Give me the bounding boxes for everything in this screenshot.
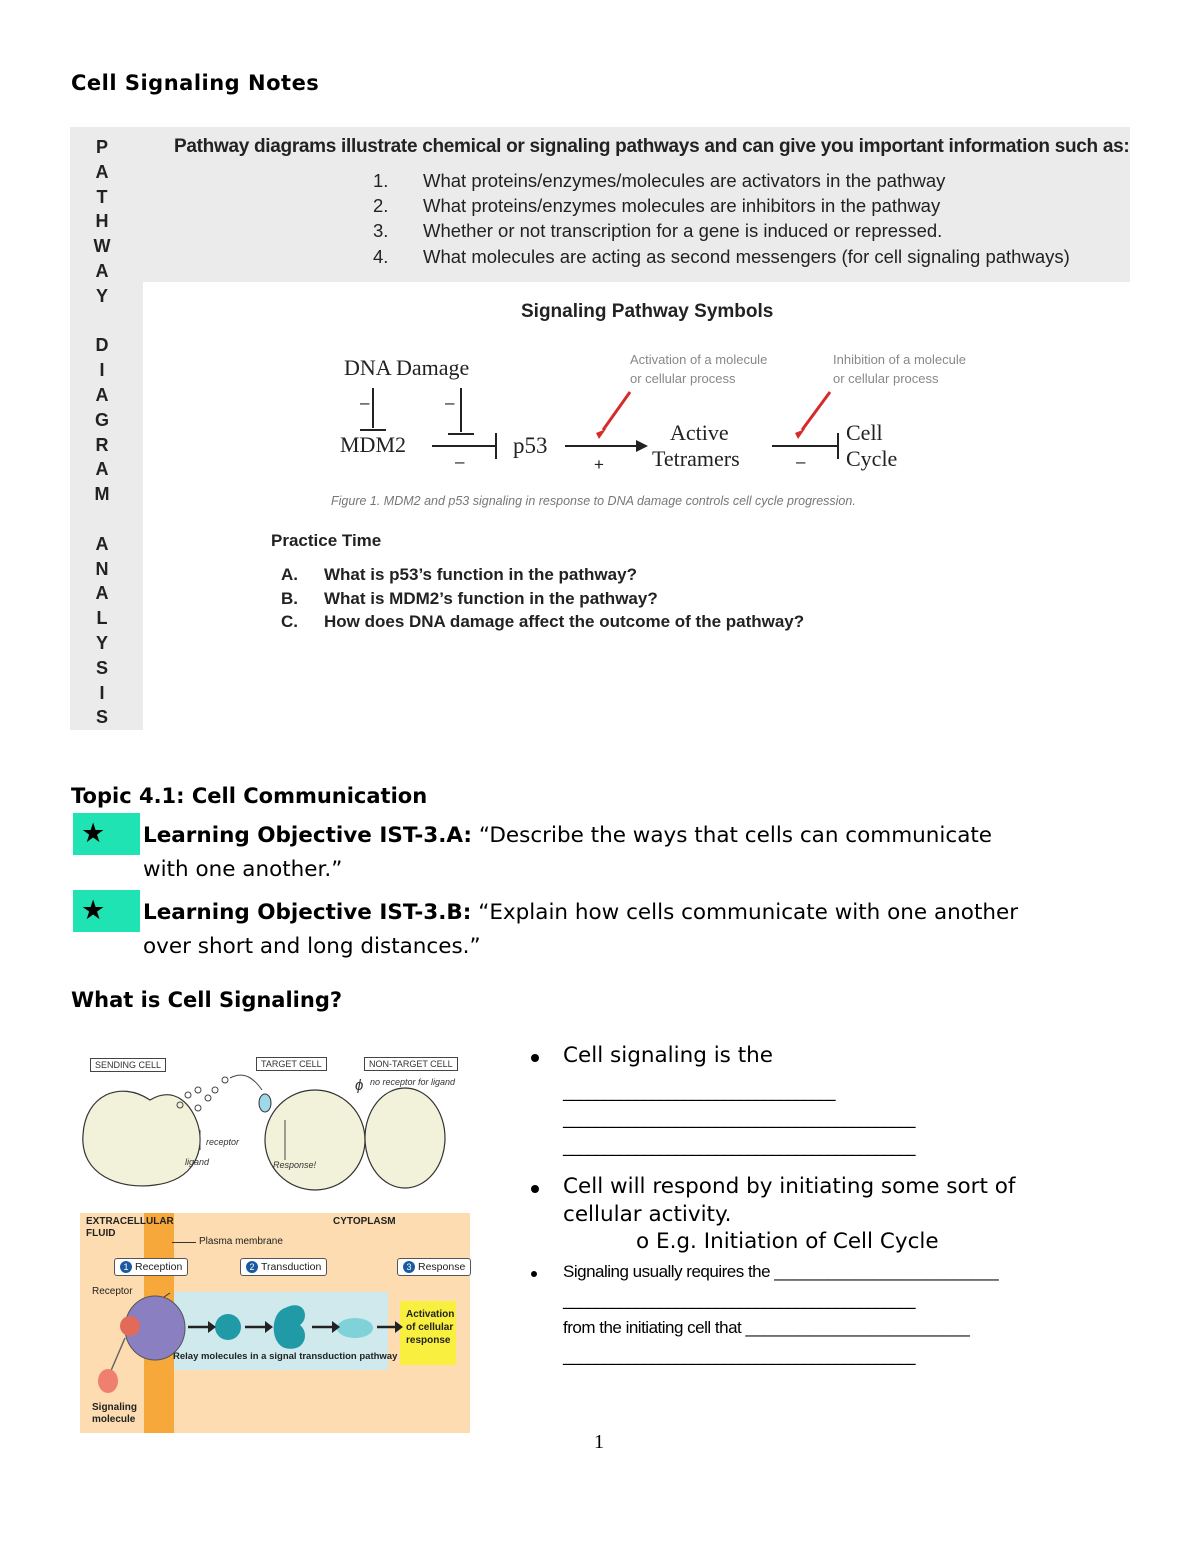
banner-letter: G (94, 409, 109, 430)
banner-letter: A (95, 161, 109, 182)
inhibition-note: Inhibition of a molecule (833, 352, 966, 367)
banner-letter: A (95, 261, 109, 281)
learning-objective: Learning Objective IST-3.A: “Describe the ways that cells can communicate with one another.” (143, 823, 993, 882)
banner-letter: Y (95, 285, 108, 306)
banner-letter: Y (95, 633, 108, 653)
plasma-membrane-label: Plasma membrane (199, 1236, 283, 1247)
relay-label: Relay molecules in a signal transduction pathway (173, 1351, 398, 1362)
transduction-shapes (80, 1213, 470, 1433)
pathway-diagram (330, 340, 1010, 490)
practice-question: C. How does DNA damage affect the outcome of the pathway? (281, 612, 805, 631)
plus-sign: + (594, 455, 604, 474)
pathway-side-banner (70, 127, 143, 730)
active-label: Active (670, 420, 729, 445)
ligand-label: ligand (185, 1157, 210, 1167)
fill-blank[interactable]: ____________________________________________ (563, 1109, 915, 1129)
banner-letter: A (95, 583, 109, 604)
reception-step: 1 Reception (114, 1258, 188, 1276)
mdm2-label: MDM2 (340, 432, 407, 457)
extracellular-label: EXTRACELLULAR (86, 1216, 174, 1227)
star-icon: ★ (73, 890, 140, 932)
star-icon: ★ (73, 813, 140, 855)
p53-label: p53 (513, 433, 548, 458)
activation-pointer (603, 392, 630, 430)
topic-heading: Topic 4.1: Cell Communication (71, 784, 428, 808)
ligand-path-arrow (230, 1075, 262, 1090)
sending-cell-tag: SENDING CELL (90, 1058, 166, 1072)
inhibition-note-2: or cellular process (833, 371, 939, 386)
target-cell (265, 1090, 365, 1190)
banner-letter: A (95, 533, 109, 554)
symbols-title: Signaling Pathway Symbols (521, 301, 774, 322)
cytoplasm-label: CYTOPLASM (333, 1216, 396, 1227)
practice-question: A. What is p53’s function in the pathway? (281, 565, 637, 584)
bullet-text: Cell will respond by initiating some sort of (563, 1174, 1016, 1199)
banner-letter: D (95, 335, 109, 356)
banner-letter: S (95, 657, 108, 678)
activation-arrowhead (636, 440, 648, 452)
bullet-text: cellular activity. (563, 1202, 732, 1227)
phi-symbol: ɸ (355, 1077, 364, 1094)
tetramers-label: Tetramers (652, 446, 740, 471)
pathway-item: 2. What proteins/enzymes molecules are inhibitors in the pathway (373, 195, 941, 216)
fill-blank[interactable]: ____________________________________________ (563, 1346, 915, 1366)
pathway-item: 3. Whether or not transcription for a gene is induced or repressed. (373, 220, 943, 241)
banner-letter: W (93, 236, 111, 257)
fill-blank[interactable]: ____________________________________________ (563, 1290, 915, 1310)
receptor-label: receptor (206, 1137, 240, 1147)
transduction-step: 2 Transduction (240, 1258, 327, 1276)
bullet-icon (531, 1271, 537, 1277)
section-heading: What is Cell Signaling? (71, 988, 343, 1012)
figure-caption: Figure 1. MDM2 and p53 signaling in response to DNA damage controls cell cycle progression. (331, 494, 856, 508)
banner-letter: S (95, 707, 108, 728)
fluid-label: FLUID (86, 1228, 116, 1239)
banner-letter: T (96, 186, 108, 207)
banner-letter: I (99, 360, 105, 381)
inhibition-pointer-head (795, 429, 805, 439)
receptor-label: Receptor (92, 1286, 133, 1297)
signaling-molecule-label: Signaling (92, 1402, 137, 1413)
signaling-molecule-label: molecule (92, 1414, 136, 1425)
response-step: 3 Response (397, 1258, 471, 1276)
non-target-cell (365, 1088, 445, 1188)
fill-blank[interactable]: ____________________________________________ (563, 1137, 915, 1157)
activation-label: Activation (406, 1309, 455, 1320)
banner-letter: A (95, 385, 109, 405)
page-number: 1 (594, 1431, 604, 1453)
banner-letter: P (95, 137, 108, 157)
bullet-icon (531, 1185, 539, 1193)
practice-question: B. What is MDM2’s function in the pathway? (281, 589, 658, 608)
pathway-heading: Pathway diagrams illustrate chemical or signaling pathways and can give you important information such as: (174, 136, 1130, 157)
dna-damage-label: DNA Damage (344, 355, 470, 380)
sub-bullet: o E.g. Initiation of Cell Cycle (636, 1229, 939, 1254)
banner-letter: M (94, 484, 110, 505)
bullet-text: Signaling usually requires the _________________________ (563, 1262, 999, 1281)
cycle-label: Cycle (846, 446, 898, 471)
pathway-item: 4. What molecules are acting as second messengers (for cell signaling pathways) (373, 246, 1070, 267)
pathway-item: 1. What proteins/enzymes/molecules are activators in the pathway (373, 170, 946, 191)
banner-letter: A (95, 459, 109, 480)
activation-pointer-head (596, 429, 606, 439)
minus-sign: – (360, 393, 370, 412)
minus-sign: – (455, 452, 465, 471)
non-target-cell-tag: NON-TARGET CELL (364, 1057, 458, 1071)
inhibition-pointer (802, 392, 830, 430)
banner-letter: I (99, 682, 105, 703)
response-label: Response! (273, 1160, 317, 1170)
activation-note-2: or cellular process (630, 371, 736, 386)
bullet-text: Cell signaling is the (563, 1043, 773, 1068)
cell-label: Cell (846, 420, 883, 445)
activation-label: of cellular (406, 1322, 454, 1333)
minus-sign: – (445, 393, 455, 412)
banner-letter: N (95, 558, 109, 579)
activation-label: response (406, 1335, 451, 1346)
banner-letter: H (95, 211, 109, 232)
activation-note: Activation of a molecule (630, 352, 768, 367)
learning-objective: Learning Objective IST-3.B: “Explain how cells communicate with one another over short and long distances.” (143, 900, 1019, 959)
practice-title: Practice Time (271, 531, 382, 550)
bullet-text: from the initiating cell that _________________________ (563, 1318, 970, 1337)
no-receptor-label: no receptor for ligand (370, 1077, 456, 1087)
banner-letter: L (96, 608, 108, 629)
minus-sign: – (796, 452, 806, 471)
banner-letter: R (95, 434, 109, 455)
target-cell-tag: TARGET CELL (256, 1057, 327, 1071)
receptor-shape (259, 1094, 271, 1112)
page-title: Cell Signaling Notes (71, 71, 320, 95)
bullet-icon (531, 1054, 539, 1062)
fill-blank[interactable]: __________________________________ (563, 1082, 835, 1102)
